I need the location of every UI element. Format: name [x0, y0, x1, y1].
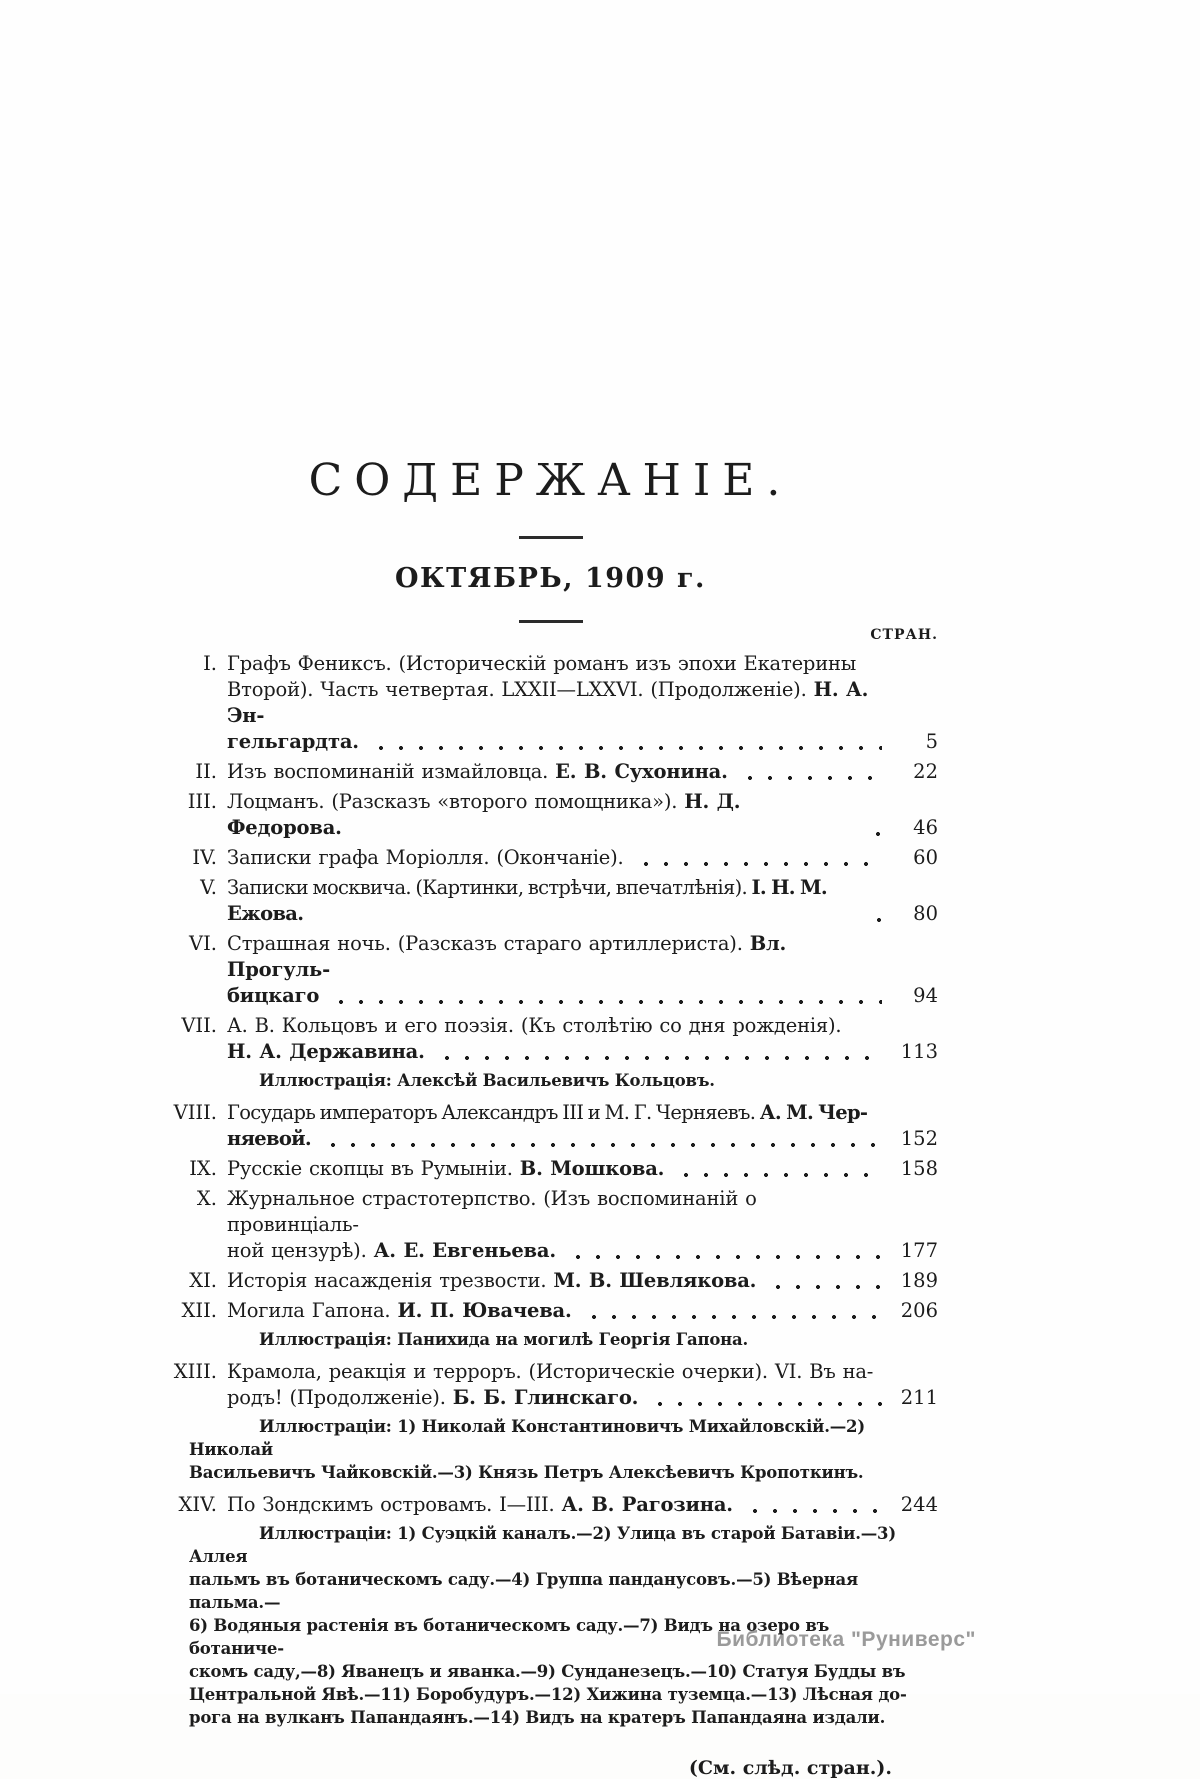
- illustration-note-line: Иллюстрація: Панихида на могилѣ Георгія Гапона.: [259, 1330, 749, 1349]
- entry-line-text: [227, 729, 359, 755]
- illustration-note-line: скомъ саду,—8) Яванецъ и яванка.—9) Сунданезецъ.—10) Статуя Будды въ: [189, 1662, 906, 1681]
- title-segment: Страшная ночь. (Разсказъ стараго артиллериста).: [227, 932, 750, 955]
- toc-entry: [163, 845, 938, 871]
- title-segment: родъ! (Продолженіе).: [227, 1386, 453, 1409]
- entry-text: [227, 1298, 884, 1324]
- author-name: Н. А. Эн-: [227, 678, 869, 727]
- entry-number: II.: [195, 760, 217, 783]
- entry-line: [227, 1492, 884, 1518]
- author-name: А. Е. Евгеньева.: [373, 1239, 556, 1262]
- page-column-header: СТРАН.: [870, 627, 938, 643]
- entry-line: [227, 931, 884, 983]
- title-segment: Могила Гапона.: [227, 1299, 398, 1322]
- title-segment: По Зондскимъ островамъ. I—III.: [227, 1493, 562, 1516]
- entry-number: III.: [187, 790, 217, 813]
- entry-page-number: 22: [913, 760, 938, 783]
- entry-line-text: [227, 1126, 311, 1152]
- entry-number: XII.: [181, 1299, 217, 1322]
- dot-leader: [650, 1400, 882, 1408]
- entry-line-text: [227, 1268, 756, 1294]
- entry-line: [227, 845, 884, 871]
- entry-line: [227, 1013, 884, 1039]
- toc-entry: [163, 1186, 938, 1264]
- author-name: В. Мошкова.: [519, 1157, 665, 1180]
- entry-page-number: 113: [900, 1040, 938, 1063]
- title-segment: Записки графа Моріолля. (Окончаніе).: [227, 846, 624, 869]
- dot-leader: [437, 1054, 882, 1062]
- entry-page-number: 177: [900, 1239, 938, 1262]
- entry-number: V.: [200, 876, 217, 899]
- entry-page-number: 46: [913, 816, 938, 839]
- entry-text: [227, 1156, 884, 1182]
- entry-number: VIII.: [173, 1101, 217, 1124]
- author-name: Н. Д. Федорова.: [227, 790, 741, 839]
- entry-number: VII.: [181, 1014, 217, 1037]
- entry-page-number: 206: [900, 1299, 938, 1322]
- entry-page-number: 211: [900, 1386, 938, 1409]
- entry-page-number: 5: [925, 730, 938, 753]
- entry-text: [227, 1013, 884, 1065]
- entry-text: [227, 875, 884, 927]
- entry-page-number: 158: [900, 1157, 938, 1180]
- title-segment: Крамола, реакція и терроръ. (Историческіе очерки). VI. Въ на-: [227, 1360, 874, 1383]
- entry-text: [227, 931, 884, 1009]
- title-segment: А. В. Кольцовъ и его поэзія. (Къ столѣтію со дня рожденія).: [227, 1014, 842, 1037]
- toc-entry: [163, 651, 938, 755]
- entry-page-number: 152: [900, 1127, 938, 1150]
- entry-line-text: [227, 1298, 572, 1324]
- entry-line: [227, 1126, 884, 1152]
- illustration-note: [189, 1522, 908, 1729]
- author-name: М. В. Шевлякова.: [553, 1269, 757, 1292]
- title-segment: Журнальное страстотерпство. (Изъ воспоминаній о провинціаль-: [227, 1187, 757, 1236]
- author-name: Вл. Прогуль-: [227, 932, 787, 981]
- author-name: гельгардта.: [227, 730, 359, 753]
- title-segment: Второй). Часть четвертая. LXXII—LXXVI. (Продолженіе).: [227, 678, 814, 701]
- entry-line-text: [227, 1492, 733, 1518]
- author-name: А. В. Рагозина.: [561, 1493, 733, 1516]
- entry-line-text: [227, 759, 728, 785]
- page-title: СОДЕРЖАНІЕ.: [308, 455, 793, 506]
- entry-line: [227, 983, 884, 1009]
- illustration-note: [189, 1069, 908, 1092]
- entry-text: [227, 1268, 884, 1294]
- dot-leader: [568, 1253, 882, 1261]
- entry-line-text: [227, 932, 786, 981]
- entry-text: [227, 789, 884, 841]
- entry-line-text: [227, 1187, 757, 1236]
- toc-entry: [163, 1492, 938, 1518]
- illustration-note-line: Иллюстраціи: 1) Суэцкій каналъ.—2) Улица въ старой Батавіи.—3) Аллея: [189, 1524, 896, 1566]
- library-watermark: Библиотека "Руниверс": [716, 1628, 976, 1651]
- entry-line-text: [227, 1238, 556, 1264]
- see-next-page-note: (См. слѣд. стран.).: [688, 1757, 892, 1779]
- entry-line-text: [227, 845, 624, 871]
- entry-page-number: 60: [913, 846, 938, 869]
- illustration-note: [189, 1415, 908, 1484]
- entry-number: IV.: [192, 846, 217, 869]
- illustration-note-line: 6) Водяныя растенія въ ботаническомъ саду.—7) Видъ на озеро въ ботаниче-: [189, 1616, 830, 1658]
- dot-leader: [331, 998, 882, 1006]
- divider-rule-middle: [519, 620, 583, 623]
- entry-line: [227, 1385, 884, 1411]
- illustration-note: [189, 1328, 908, 1351]
- issue-heading: ОКТЯБРЬ, 1909 г.: [395, 563, 706, 594]
- entry-text: [227, 845, 884, 871]
- dot-leader: [584, 1313, 882, 1321]
- toc-entry: [163, 759, 938, 785]
- entry-line: [227, 1268, 884, 1294]
- entry-page-number: 94: [913, 984, 938, 1007]
- dot-leader: [371, 744, 882, 752]
- illustration-note-line: рога на вулканъ Папандаянъ.—14) Видъ на кратеръ Папандаяна издали.: [189, 1708, 886, 1727]
- entry-line-text: [227, 1156, 664, 1182]
- toc-entry: [163, 1298, 938, 1324]
- author-name: бицкаго: [227, 984, 320, 1007]
- dot-leader: [869, 916, 882, 924]
- illustration-note-line: Центральной Явѣ.—11) Боробудуръ.—12) Хижина туземца.—13) Лѣсная до-: [189, 1685, 907, 1704]
- author-name: I. Н. М. Ежова.: [227, 876, 827, 925]
- entry-page-number: 244: [900, 1493, 938, 1516]
- entry-text: [227, 1186, 884, 1264]
- dot-leader: [868, 830, 882, 838]
- entry-number: XIV.: [178, 1493, 217, 1516]
- entry-page-number: 80: [913, 902, 938, 925]
- entry-line: [227, 875, 884, 927]
- entry-number: X.: [196, 1187, 217, 1210]
- toc-entry: [163, 1268, 938, 1294]
- entry-line: [227, 759, 884, 785]
- toc-page-content: [163, 455, 938, 1779]
- illustration-note-line: пальмъ въ ботаническомъ саду.—4) Группа панданусовъ.—5) Вѣерная пальма.—: [189, 1570, 858, 1612]
- entry-line: [227, 1156, 884, 1182]
- entry-number: XI.: [189, 1269, 217, 1292]
- author-name: И. П. Ювачева.: [397, 1299, 572, 1322]
- entry-line-text: [227, 1014, 841, 1037]
- dot-leader: [323, 1141, 882, 1149]
- entry-line-text: [227, 652, 856, 675]
- entry-page-number: 189: [900, 1269, 938, 1292]
- toc-entry: [163, 875, 938, 927]
- entry-line-text: [227, 1385, 638, 1411]
- title-segment: Изъ воспоминаній измайловца.: [227, 760, 556, 783]
- entry-text: [227, 1359, 884, 1411]
- entry-text: [227, 651, 884, 755]
- dot-leader: [676, 1171, 882, 1179]
- title-segment: Русскіе скопцы въ Румыніи.: [227, 1157, 520, 1180]
- entry-number: I.: [203, 652, 217, 675]
- author-name: Е. В. Сухонина.: [555, 760, 728, 783]
- entry-line-text: [227, 789, 856, 841]
- entry-line: [227, 651, 884, 677]
- entry-line: [227, 1359, 884, 1385]
- entry-line-text: [227, 875, 857, 927]
- entry-line: [227, 1100, 884, 1126]
- illustration-note-line: Иллюстраціи: 1) Николай Константиновичъ Михайловскій.—2) Николай: [189, 1417, 865, 1459]
- toc-entry: [163, 1013, 938, 1065]
- illustration-note-line: Васильевичъ Чайковскій.—3) Князь Петръ Алексѣевичъ Кропоткинъ.: [189, 1463, 864, 1482]
- toc-entry: [163, 931, 938, 1009]
- entry-line: [227, 677, 884, 729]
- entry-line: [227, 1186, 884, 1238]
- dot-leader: [740, 774, 882, 782]
- toc-entry: [163, 789, 938, 841]
- toc-entry: [163, 1156, 938, 1182]
- entry-line-text: [227, 1360, 873, 1383]
- entry-line: [227, 1298, 884, 1324]
- entry-number: IX.: [189, 1157, 217, 1180]
- title-segment: Лоцманъ. (Разсказъ «второго помощника»).: [227, 790, 685, 813]
- entry-line-text: [227, 1039, 425, 1065]
- entry-line: [227, 789, 884, 841]
- title-segment: Записки москвича. (Картинки, встрѣчи, впечатлѣнія).: [227, 876, 752, 899]
- title-segment: Графъ Фениксъ. (Историческій романъ изъ эпохи Екатерины: [227, 652, 857, 675]
- toc-list: [163, 651, 938, 1729]
- author-name: Н. А. Державина.: [227, 1040, 425, 1063]
- author-name: Б. Б. Глинскаго.: [452, 1386, 639, 1409]
- illustration-note-line: Иллюстрація: Алексѣй Васильевичъ Кольцовъ.: [259, 1071, 715, 1090]
- dot-leader: [745, 1507, 882, 1515]
- toc-entry: [163, 1359, 938, 1411]
- entry-line-text: [227, 1101, 867, 1124]
- entry-number: VI.: [189, 932, 217, 955]
- entry-text: [227, 759, 884, 785]
- entry-line: [227, 729, 884, 755]
- divider-rule-top: [519, 536, 583, 539]
- title-segment: Государь императоръ Александръ III и М. Г. Черняевъ.: [227, 1101, 760, 1124]
- entry-text: [227, 1100, 884, 1152]
- entry-text: [227, 1492, 884, 1518]
- entry-line: [227, 1238, 884, 1264]
- entry-line: [227, 1039, 884, 1065]
- entry-line-text: [227, 983, 319, 1009]
- entry-line-text: [227, 678, 868, 727]
- author-name: няевой.: [227, 1127, 311, 1150]
- dot-leader: [768, 1283, 882, 1291]
- entry-number: XIII.: [173, 1360, 217, 1383]
- title-segment: ной цензурѣ).: [227, 1239, 374, 1262]
- author-name: А. М. Чер-: [759, 1101, 868, 1124]
- title-segment: Исторія насажденія трезвости.: [227, 1269, 554, 1292]
- dot-leader: [636, 860, 882, 868]
- toc-entry: [163, 1100, 938, 1152]
